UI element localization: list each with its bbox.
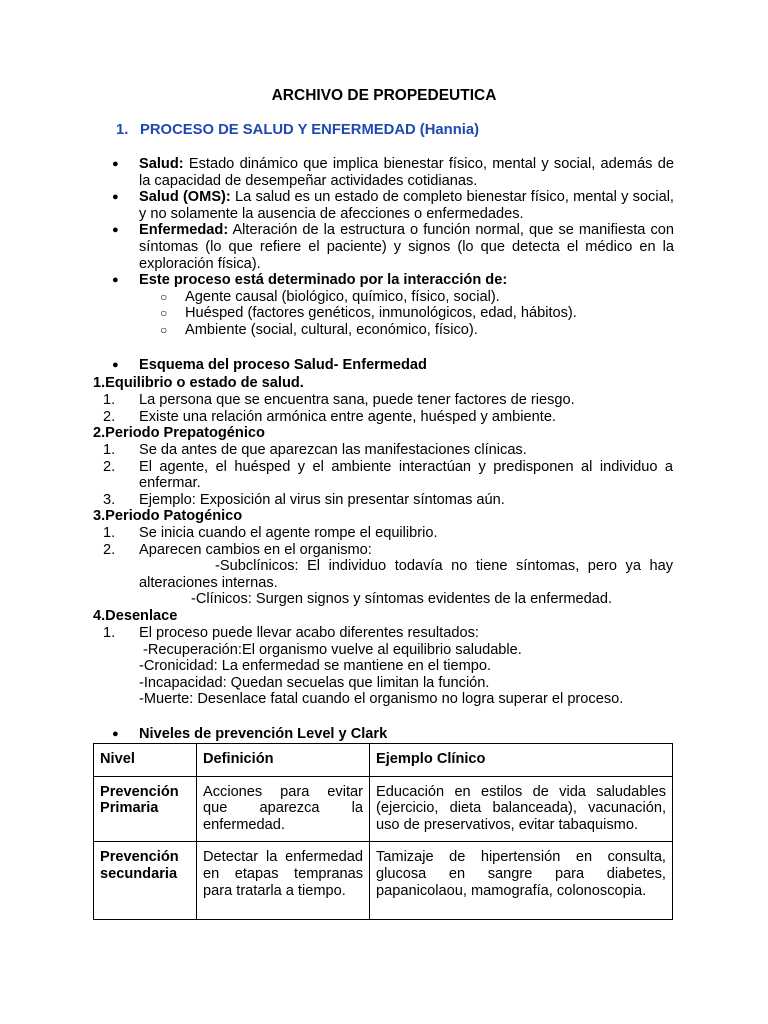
definition-term: Este proceso está determinado por la interacción de: (139, 272, 508, 289)
definition-term: Salud (OMS): (139, 189, 231, 206)
list-item: 1. Se da antes de que aparezcan las manifestaciones clínicas. (103, 442, 527, 458)
prevention-heading (110, 726, 674, 743)
scheme-heading-text: Esquema del proceso Salud- Enfermedad (139, 357, 427, 373)
example-cell: Educación en estilos de vida saludables (ejercicio, dieta balanceada), vacunación, uso de preservativos, evitar tabaquismo. (370, 776, 673, 842)
prevention-table (93, 743, 673, 920)
document-title: ARCHIVO DE PROPEDEUTICA (271, 87, 497, 104)
stage-heading: 2.Periodo Prepatogénico (93, 425, 265, 441)
list-item: 1. La persona que se encuentra sana, puede tener factores de riesgo. (103, 392, 575, 408)
definition-item (110, 189, 674, 222)
stage-heading: 4.Desenlace (93, 608, 178, 624)
list-item: 1. Se inicia cuando el agente rompe el equilibrio. (103, 525, 438, 541)
definition-text: Estado dinámico que implica bienestar físico, mental y social, además de la capacidad de desempeñar actividades cotidianas. (139, 156, 674, 189)
list-item-text: Se da antes de que aparezcan las manifestaciones clínicas. (139, 442, 527, 458)
scheme-heading (110, 357, 674, 374)
stage-list (93, 525, 673, 608)
clinical-text: -Clínicos: Surgen signos y síntomas evidentes de la enfermedad. (191, 591, 613, 608)
stage-list (93, 625, 673, 708)
stage-heading: 1.Equilibrio o estado de salud. (93, 375, 304, 391)
list-item: 2. Aparecen cambios en el organismo: (103, 541, 372, 558)
definition-text: La salud es un estado de completo bienestar físico, mental y social, y no solamente la ausencia de afecciones o enfermedades. (139, 189, 674, 222)
factor-item: ○ Agente causal (biológico, químico, físico, social). (110, 289, 674, 306)
factor-item: ○ Ambiente (social, cultural, económico, físico). (110, 322, 674, 339)
list-item: 1. El proceso puede llevar acabo diferentes resultados: (103, 625, 479, 641)
section-title: PROCESO DE SALUD Y ENFERMEDAD (Hannia) (140, 122, 479, 138)
table-row (94, 776, 673, 842)
column-header: Definición (197, 744, 370, 777)
list-item-text: Aparecen cambios en el organismo: (139, 541, 372, 558)
scheme-heading-row (110, 357, 674, 374)
level-cell: Prevención secundaria (94, 842, 197, 920)
list-item: 3. Ejemplo: Exposición al virus sin presentar síntomas aún. (103, 491, 505, 508)
definition-item (110, 272, 674, 289)
section-heading (116, 122, 479, 139)
outcome-item: -Cronicidad: La enfermedad se mantiene en el tiempo. (139, 658, 492, 675)
level-cell: Prevención Primaria (94, 776, 197, 842)
definition-term: Enfermedad: (139, 222, 229, 239)
list-item: 2. Existe una relación armónica entre agente, huésped y ambiente. (103, 408, 556, 425)
list-item-text: Existe una relación armónica entre agente, huésped y ambiente. (139, 408, 556, 425)
table-header-row (94, 744, 673, 777)
example-cell: Tamizaje de hipertensión en consulta, glucosa en sangre para diabetes, papanicolaou, mamografía, colonoscopia. (370, 842, 673, 920)
outcome-item: -Incapacidad: Quedan secuelas que limitan la función. (139, 674, 490, 691)
stage-list (93, 442, 673, 508)
list-item-text: Se inicia cuando el agente rompe el equilibrio. (139, 525, 438, 541)
list-item-text: El proceso puede llevar acabo diferentes resultados: (139, 625, 479, 641)
definition-item (110, 156, 674, 189)
stage-list (93, 392, 673, 425)
prevention-heading-row (110, 726, 674, 743)
prevention-heading-text: Niveles de prevención Level y Clark (139, 726, 388, 742)
definition-cell: Detectar la enfermedad en etapas tempranas para tratarla a tiempo. (197, 842, 370, 920)
definition-cell: Acciones para evitar que aparezca la enfermedad. (197, 776, 370, 842)
outcome-item: -Muerte: Desenlace fatal cuando el organismo no logra superar el proceso. (139, 691, 624, 708)
stage-heading: 3.Periodo Patogénico (93, 508, 243, 524)
subclinical-text: -Subclínicos: El individuo todavía no tiene síntomas, pero ya hay alteraciones internas. (139, 558, 673, 591)
definition-item (110, 222, 674, 272)
list-item-text: La persona que se encuentra sana, puede tener factores de riesgo. (139, 392, 575, 408)
definition-term: Salud: (139, 156, 184, 172)
section-number: 1. (116, 122, 129, 138)
column-header: Nivel (94, 744, 197, 777)
factor-item: ○ Huésped (factores genéticos, inmunológicos, edad, hábitos). (110, 305, 674, 322)
definition-text: Alteración de la estructura o función normal, que se manifiesta con síntomas (lo que refiere el paciente) y signos (lo que detecta el médico en la exploración física). (139, 222, 674, 272)
list-item-text: Ejemplo: Exposición al virus sin presentar síntomas aún. (139, 491, 505, 508)
list-item-text: El agente, el huésped y el ambiente interactúan y predisponen al individuo a enfermar. (139, 458, 673, 492)
definitions-list (110, 156, 674, 339)
list-item: 2. El agente, el huésped y el ambiente interactúan y predisponen al individuo a enfermar. (103, 458, 673, 492)
table-row (94, 842, 673, 920)
outcome-item: -Recuperación:El organismo vuelve al equilibrio saludable. (143, 641, 522, 658)
column-header: Ejemplo Clínico (370, 744, 673, 777)
